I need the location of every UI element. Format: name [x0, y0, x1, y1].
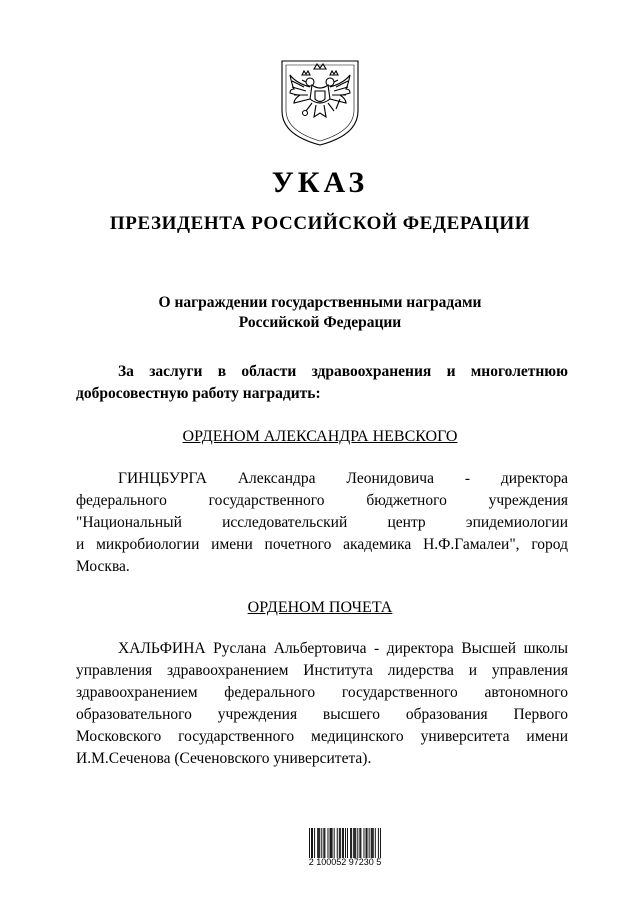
paragraph-line: и микробиологии имени почетного академика Н.Ф.Гамалеи", город	[76, 536, 568, 553]
barcode-bar	[337, 828, 338, 858]
barcode-bar	[353, 828, 354, 858]
barcode-bar	[319, 828, 320, 858]
barcode-bar	[311, 828, 312, 858]
barcode-bar	[359, 828, 360, 858]
paragraph-line: ХАЛЬФИНА Руслана Альбертовича - директора Высшей школы	[118, 640, 568, 657]
barcode-bar	[366, 828, 367, 858]
barcode-bar	[330, 828, 331, 858]
order-title-badge-of-honour	[0, 598, 640, 618]
barcode-bar	[332, 828, 333, 858]
barcode-bar	[351, 828, 352, 858]
barcode-bar	[345, 828, 346, 858]
paragraph-line: образовательного учреждения высшего образования Первого	[76, 706, 568, 723]
barcode-bar	[342, 828, 343, 858]
barcode-bar	[375, 828, 376, 858]
coat-of-arms-emblem	[278, 55, 362, 147]
heading-line: О награждении государственными наградами	[158, 294, 482, 311]
barcode-bar	[355, 828, 356, 858]
barcode-bar	[373, 828, 374, 858]
barcode-bar	[339, 828, 340, 858]
barcode-bar	[328, 828, 329, 858]
paragraph-line: ГИНЦБУРГА Александра Леонидовича - директора	[118, 470, 568, 487]
barcode-bar	[372, 828, 373, 858]
barcode-bar	[318, 828, 319, 858]
paragraph-line: Москва.	[76, 558, 130, 575]
barcode-bar	[331, 828, 332, 858]
barcode-bar	[334, 828, 335, 858]
barcode-bar	[360, 828, 361, 858]
order-title-text: ОРДЕНОМ АЛЕКСАНДРА НЕВСКОГО	[182, 428, 458, 445]
decree-heading	[100, 293, 540, 333]
paragraph-line: И.М.Сеченова (Сеченовского университета).	[76, 750, 372, 767]
barcode-bar	[371, 828, 372, 858]
barcode-bars	[309, 828, 381, 858]
barcode-bar	[357, 828, 358, 858]
award-paragraph-gintsburg	[76, 468, 568, 578]
paragraph-line: Московского государственного медицинского университета имени	[76, 728, 568, 745]
award-paragraph-khalfin	[76, 638, 568, 770]
decree-intro	[76, 361, 568, 405]
order-title-alexander-nevsky	[0, 427, 640, 447]
barcode-bar	[321, 828, 322, 858]
barcode-bar	[367, 828, 368, 858]
intro-line: добросовестную работу наградить:	[76, 385, 321, 402]
barcode-bar	[380, 828, 381, 858]
decree-subtitle: ПРЕЗИДЕНТА РОССИЙСКОЙ ФЕДЕРАЦИИ	[109, 213, 531, 234]
barcode-bar	[369, 828, 370, 858]
paragraph-line: федерального государственного бюджетного учреждения	[76, 492, 568, 509]
barcode-bar	[364, 828, 365, 858]
barcode-bar	[343, 828, 344, 858]
intro-line: За заслуги в области здравоохранения и многолетнюю	[118, 363, 568, 380]
barcode-bar	[317, 828, 318, 858]
barcode-bar	[324, 828, 325, 858]
decree-title: УКАЗ	[271, 166, 369, 199]
barcode-number: 2 100052 97230 5	[308, 857, 382, 867]
paragraph-line: управления здравоохранением Института лидерства и управления	[76, 662, 568, 679]
barcode-bar	[347, 828, 348, 858]
barcode-bar	[354, 828, 355, 858]
barcode-bar	[378, 828, 379, 858]
paragraph-line: здравоохранением федерального государственного автономного	[76, 684, 568, 701]
barcode-bar	[314, 828, 315, 858]
barcode-bar	[340, 828, 341, 858]
heading-line: Российской Федерации	[238, 314, 402, 331]
paragraph-line: "Национальный исследовательский центр эпидемиологии	[76, 514, 568, 531]
barcode	[303, 824, 387, 872]
barcode-bar	[312, 828, 313, 858]
barcode-bar	[323, 828, 324, 858]
barcode-bar	[350, 828, 351, 858]
order-title-text: ОРДЕНОМ ПОЧЕТА	[247, 599, 393, 616]
barcode-bar	[309, 828, 310, 858]
